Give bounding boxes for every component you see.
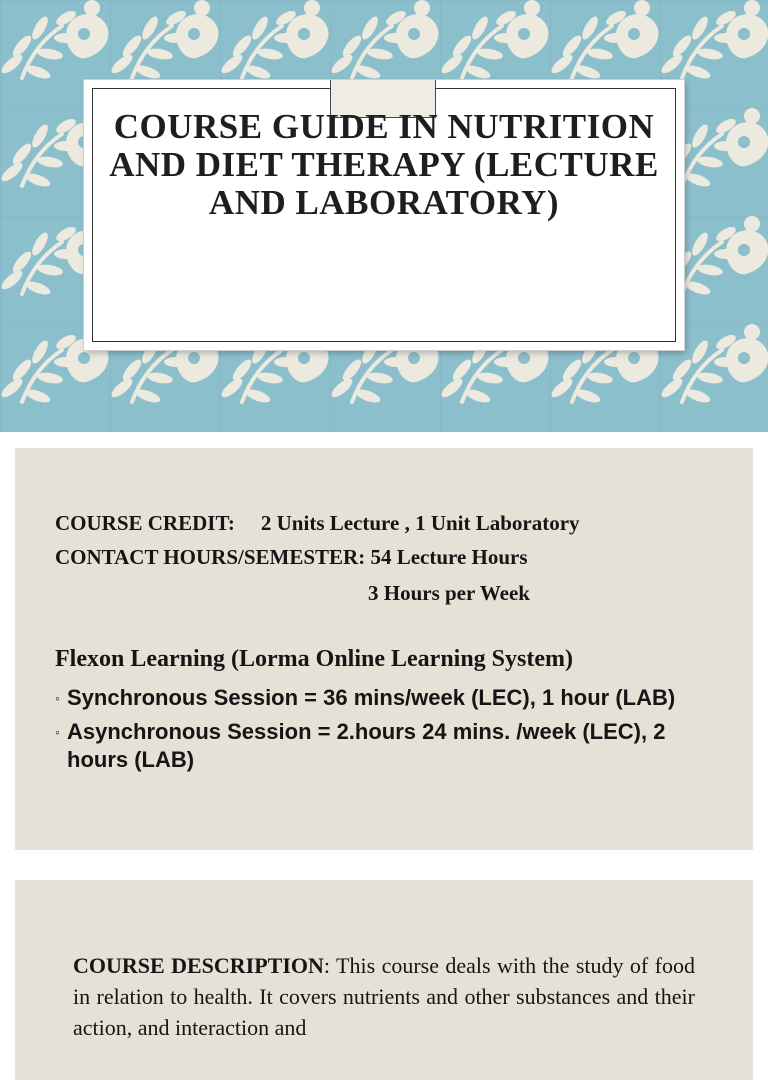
list-item <box>55 684 715 712</box>
contact-hours-row <box>55 540 580 574</box>
hours-per-week: 3 Hours per Week <box>368 581 530 605</box>
list-item <box>55 718 715 774</box>
flexon-learning-heading: Flexon Learning (Lorma Online Learning System) <box>55 646 573 672</box>
credit-details <box>55 506 580 610</box>
course-description-label: COURSE DESCRIPTION <box>73 953 324 978</box>
course-credit-row <box>55 506 580 540</box>
title-slide <box>0 0 768 432</box>
course-credit-slide <box>15 448 753 850</box>
course-title: COURSE GUIDE IN NUTRITION AND DIET THERAPY (LECTURE AND LABORATORY) <box>109 107 659 222</box>
contact-hours-value: 54 Lecture Hours <box>370 545 528 569</box>
course-description-separator: : <box>323 953 331 978</box>
title-card <box>84 80 684 350</box>
course-description <box>73 950 695 1043</box>
asynchronous-session-text: Asynchronous Session = 2.hours 24 mins. /week (LEC), 2 hours (LAB) <box>67 719 666 772</box>
bullet-icon: ◦ <box>55 724 60 740</box>
course-credit-value: 2 Units Lecture , 1 Unit Laboratory <box>260 511 580 535</box>
synchronous-session-text: Synchronous Session = 36 mins/week (LEC), 1 hour (LAB) <box>67 685 676 710</box>
session-list <box>55 684 715 780</box>
contact-hours-label: CONTACT HOURS/SEMESTER: <box>55 545 366 569</box>
bullet-icon: ◦ <box>55 690 60 706</box>
course-description-body: This course deals with the study of food in relation to health. It covers nutrients and other substances and their action, and interaction and <box>73 953 695 1040</box>
course-description-slide <box>15 880 753 1080</box>
course-credit-label: COURSE CREDIT: <box>55 511 235 535</box>
